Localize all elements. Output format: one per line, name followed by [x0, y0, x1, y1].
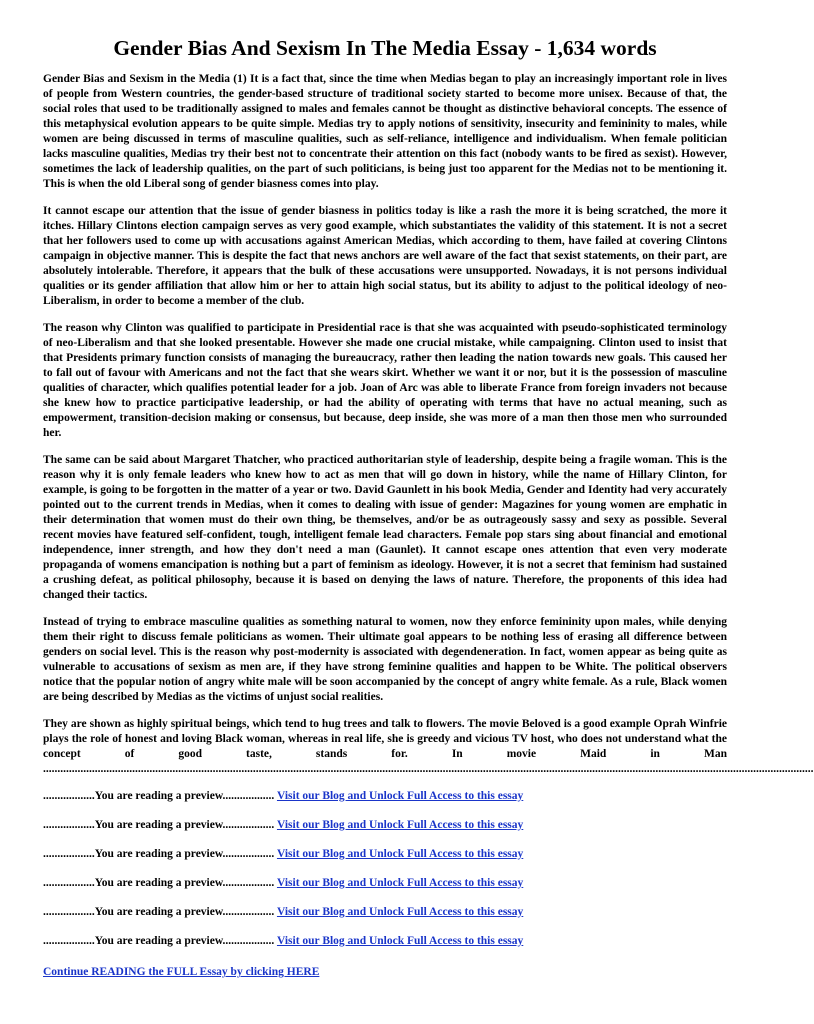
preview-text: ..................You are reading a preview.................. [43, 790, 275, 802]
unlock-access-link[interactable]: Visit our Blog and Unlock Full Access to this essay [276, 848, 524, 860]
paragraph-5: Instead of trying to embrace masculine qualities as something natural to women, now they enforce femininity upon males, while denying them their right to discuss female politicians as women. Their ultimate goal appears to be nothing less of erasing all difference between genders on social level. This is the reason why post-modernity is associated with degendeneration. In fact, women appear as being quite as vulnerable to accusations of sexism as men are, if they have strong feminine qualities and happen to be White. The political observers notice that the popular notion of angry white male will be soon accompanied by the concept of angry white female. As a rule, Black women are being described by Medias as the victims of unjust social realities. [43, 616, 727, 703]
continue-reading-row [43, 965, 727, 980]
unlock-access-link[interactable]: Visit our Blog and Unlock Full Access to this essay [276, 935, 524, 947]
preview-row [43, 934, 727, 963]
paragraph-4: The same can be said about Margaret Thatcher, who practiced authoritarian style of leadership, despite being a fragile woman. This is the reason why it is only female leaders who knew how to act as men that will go down in history, while the name of Hillary Clinton, for example, is going to be forgotten in the matter of a year or two. David Gaunlett in his book Media, Gender and Identity had very accurately pointed out to the current trends in Medias, when it comes to dealing with issue of gender: Magazines for young women are emphatic in their determination that women must do their own thing, be themselves, and/or be as outrageously sassy and sexy as possible. Several recent movies have featured self-confident, tough, intelligent female lead characters. Female pop stars sing about financial and emotional independence, inner strength, and how they don't need a man (Gaunlet). It cannot escape ones attention that even very moderate propaganda of womens emancipation is nothing but a part of feminism as ideology. However, it is not a secret that feminism had sustained a crushing defeat, as political philosophy, because it is based on denying the laws of nature. Therefore, the proponents of this idea had changed their tactics. [43, 454, 727, 601]
preview-row [43, 789, 727, 818]
paragraph-2: It cannot escape our attention that the issue of gender biasness in politics today is like a rash the more it is being scratched, the more it itches. Hillary Clintons election campaign serves as very good example, which substantiates the validity of this statement. It is not a secret that her followers used to come up with accusations against American Medias, which according to them, have failed at covering Clintons campaign in objective manner. This is despite the fact that news anchors are well aware of the fact that sexist statements, on their part, are absolutely intolerable. Therefore, it appears that the bulk of these accusations were unsupported. Nowadays, it is not persons individual qualities or its gender affiliation that allow him or her to attain high social status, but its ability to adjust to the political ideology of neo-Liberalism, in order to become a member of the club. [43, 205, 727, 307]
essay-page [43, 36, 814, 980]
preview-text: ..................You are reading a preview.................. [43, 877, 275, 889]
unlock-access-link[interactable]: Visit our Blog and Unlock Full Access to this essay [276, 819, 524, 831]
preview-text: ..................You are reading a preview.................. [43, 906, 275, 918]
essay-title: Gender Bias And Sexism In The Media Essay - 1,634 words [113, 36, 657, 60]
unlock-access-link[interactable]: Visit our Blog and Unlock Full Access to this essay [276, 790, 524, 802]
preview-row [43, 847, 727, 876]
continue-reading-link[interactable]: Continue READING the FULL Essay by clicking HERE [43, 966, 320, 978]
preview-row [43, 905, 727, 934]
preview-text: ..................You are reading a preview.................. [43, 819, 275, 831]
unlock-access-link[interactable]: Visit our Blog and Unlock Full Access to this essay [276, 877, 524, 889]
preview-row [43, 876, 727, 905]
preview-text: ..................You are reading a preview.................. [43, 848, 275, 860]
preview-row [43, 818, 727, 847]
truncation-dots: ............................................................................................................................................................................................................................................................................ [43, 763, 814, 775]
paragraph-6: They are shown as highly spiritual beings, which tend to hug trees and talk to flowers. The movie Beloved is a good example Oprah Winfrie plays the role of honest and loving Black woman, whereas in real life, she is greedy and vicious TV host, who does not understand what the concept of good taste, stands for. In movie Maid in Man [43, 718, 727, 760]
preview-text: ..................You are reading a preview.................. [43, 935, 275, 947]
preview-list [43, 789, 727, 963]
paragraph-1: Gender Bias and Sexism in the Media (1) It is a fact that, since the time when Medias began to play an increasingly important role in lives of people from Western countries, the gender-based structure of traditional society started to become more unisex. Because of that, the social roles that used to be traditionally assigned to males and females cannot be thought as distinctive behavioral concepts. The essence of this metaphysical evolution appears to be quite simple. Medias try to apply notions of sensitivity, insecurity and femininity to males, while women are being discussed in terms of masculine qualities, such as self-reliance, intelligence and individualism. When female politician lacks masculine qualities, Medias try their best not to concentrate their attention on this fact (nobody wants to be fired as sexist). However, sometimes the lack of leadership qualities, on the part of such politicians, is being just too apparent for the Medias not to be mentioning it. This is when the old Liberal song of gender biasness comes into play. [43, 73, 727, 190]
paragraph-3: The reason why Clinton was qualified to participate in Presidential race is that she was acquainted with pseudo-sophisticated terminology of neo-Liberalism and that she looked presentable. However she made one crucial mistake, while campaigning. Clinton used to insist that that Presidents primary function consists of managing the bureaucracy, rather then leading the nation towards new goals. This caused her to fall out of favour with Americans and not the fact that she wears skirt. Whether we want it or nor, but it is the possession of masculine qualities of character, which qualifies potential leader for a job. Joan of Arc was able to liberate France from foreign invaders not because she knew how to practice participative leadership, or had the ability of operating with terms that have no actual meaning, such as empowerment, transition-decision making or consensus, but because, deep inside, she was more of a man then those men who surrounded her. [43, 322, 727, 439]
unlock-access-link[interactable]: Visit our Blog and Unlock Full Access to this essay [276, 906, 524, 918]
